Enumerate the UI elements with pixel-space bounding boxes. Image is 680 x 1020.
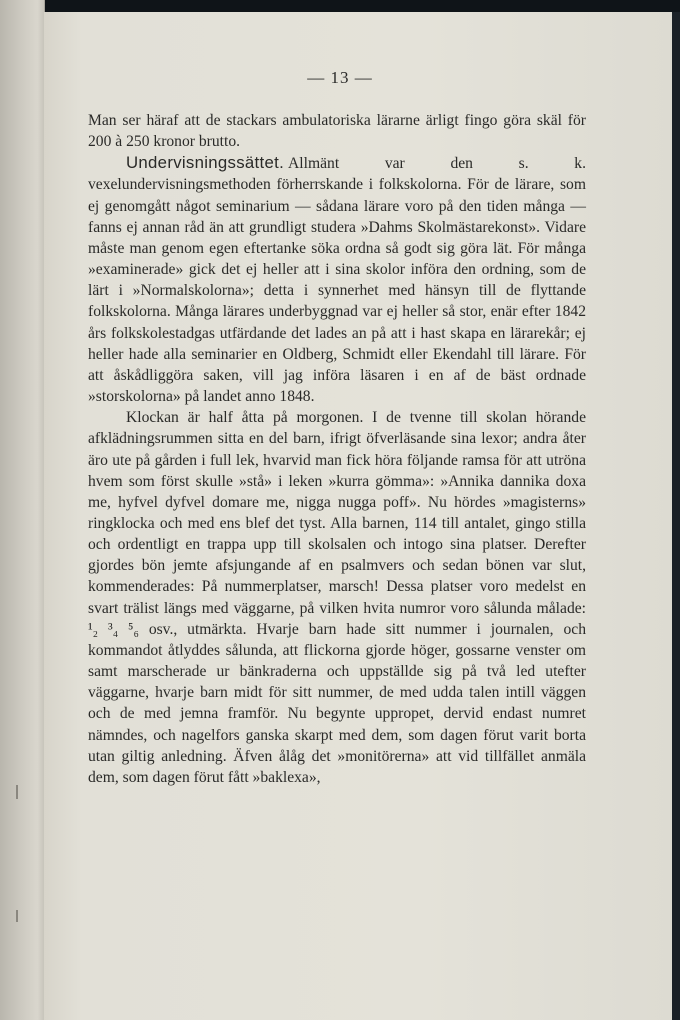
section-heading: Undervisningssättet. [126, 153, 285, 173]
scan-right-edge [672, 12, 680, 1020]
margin-mark [16, 785, 18, 799]
page-gutter [0, 0, 45, 1020]
paragraph-with-heading [88, 152, 586, 407]
paragraph-text: Allmänt var den s. k. vexelundervisningsmethoden förherrskande i folkskolorna. För de lärare, som ej genomgått något seminarium — sådana lärare voro på den tiden många — fanns ej annan råd än att grundligt studera »Dahms Skolmästarekonst». Vidare måste man genom egen eftertanke söka ordna så godt sig göra lät. För många »examinerade» gick det ej heller att i sina skolor införa den ordning, som de lärt i »Normalskolorna»; detta i synnerhet med hänsyn till de flyttande folkskolorna. Många lärares underbyggnad var ej heller så stor, enär efter 1842 års folkskolestadgas utfärdande det lades an på att i hast skapa en lärarekår; ej heller hade alla seminarier en Oldberg, Schmidt eller Ekendahl till lärare. För att åskådliggöra saken, vill jag införa läsaren i en af de bäst ordnade »storskolorna» på landet anno 1848. [88, 155, 586, 406]
paragraph: Klockan är half åtta på morgonen. I de tvenne till skolan hörande afklädningsrummen sitta en del barn, ifrigt öfverläsande sina lexor; andra åter äro ute på gården i full lek, hvarvid man fick höra följande ramsa för att utröna hvem som först skulle »stå» i leken »kurra gömma»: »Annika dannika doxa me, hyfvel dyfvel domare me, nigga nugga poff». Nu hördes »magisterns» ringklocka och med ens blef det tyst. Alla barnen, 114 till antalet, gingo stilla och ordentligt en trappa upp till skolsalen och intogo sina platser. Derefter gjordes bön jemte afsjungande af en psalmvers och sedan bönen var slut, kommenderades: På nummerplatser, marsch! Dessa platser voro medelst en svart trälist längs med väggarne, på vilken hvita numror voro sålunda målade: ¹₂ ³₄ ⁵₆ osv., utmärkta. Hvarje barn hade sitt nummer i journalen, och kommandot åtlyddes sålunda, att flickorna gjorde höger, gossarne venster om samt marscherade ur bänkraderna och uppställde sig på två led utefter väggarne, hvarje barn midt för sitt nummer, de med udda talen intill väggen och de med jemna framför. Nu begynte uppropet, dervid endast numret nämndes, och nagelfors ganska skarpt med dem, som dagen förut varit borta utan giltig anledning. Äfven ålåg det »monitörerna» att vid tillfället anmäla dem, som dagen förut fått »baklexa», [88, 409, 586, 786]
body-text [88, 110, 586, 788]
margin-mark [16, 910, 18, 922]
paragraph: Man ser häraf att de stackars ambulatoriska lärarne ärligt fingo göra skäl för 200 à 250 kronor brutto. [88, 112, 586, 151]
page-number: — 13 — [307, 68, 373, 87]
